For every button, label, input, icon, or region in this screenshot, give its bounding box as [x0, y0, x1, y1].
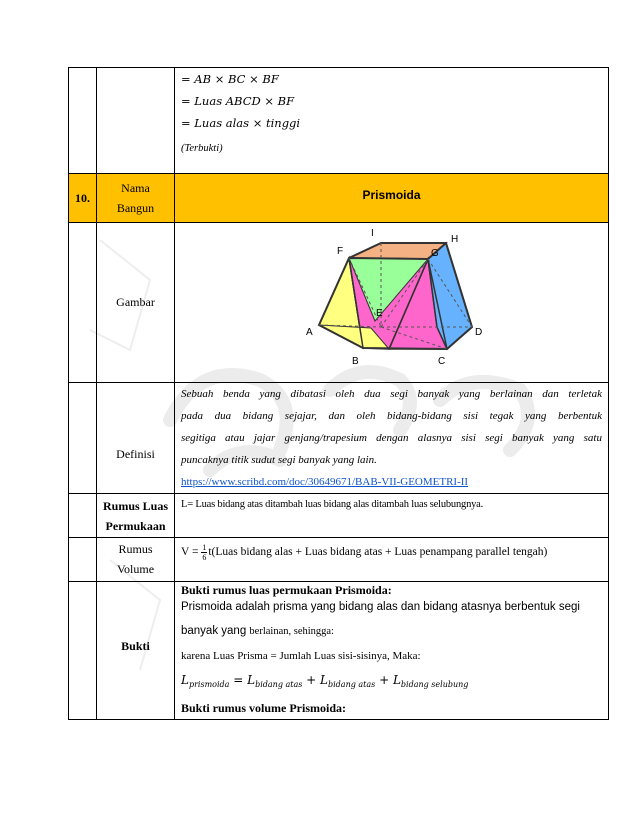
row-9-number-cell: [69, 68, 97, 174]
shape-name-cell: [175, 174, 609, 223]
vertex-label-a: A: [306, 327, 313, 338]
rumus-volume-content-cell: [175, 538, 609, 582]
vertex-label-f: F: [337, 246, 344, 257]
formula-l-atas: L: [320, 673, 328, 687]
vertex-label-c: C: [438, 356, 446, 367]
bukti-label-cell: [97, 582, 175, 720]
fraction-denominator: 6: [202, 552, 207, 562]
row-9-label-cell: [97, 68, 175, 174]
gambar-label: Gambar: [116, 295, 155, 309]
formula-plus-1: +: [302, 673, 321, 687]
definisi-line-4: puncaknya titik sudut segi banyak yang lain.: [181, 454, 377, 466]
bukti-line-2-b: berlainan, sehingga:: [249, 626, 334, 637]
vertex-label-d: D: [475, 327, 483, 338]
definisi-content-cell: [175, 383, 609, 494]
vertex-label-i: I: [371, 228, 374, 239]
gambar-row: [69, 223, 609, 383]
formula-sub-atas: bidang atas: [328, 680, 376, 689]
volume-text: t(Luas bidang alas + Luas bidang atas + Luas penampang parallel tengah): [208, 546, 548, 558]
definisi-line-2: pada dua bidang sejajar, dan oleh bidang-bidang sisi tegak yang berbentuk: [181, 410, 602, 422]
definisi-label: Definisi: [116, 446, 155, 461]
formula-plus-2: +: [375, 673, 393, 687]
nama-label: Nama: [121, 181, 150, 195]
definisi-line-3: segitiga atau jajar genjang/trapesium dengan alasnya sisi segi banyak yang satu: [181, 432, 602, 444]
bukti-number-cell: [69, 582, 97, 720]
rumus-luas-label-2: Permukaan: [105, 519, 166, 533]
formula-l-selubung: L: [392, 673, 401, 687]
source-link[interactable]: https://www.scribd.com/doc/30649671/BAB-VII-GEOMETRI-II: [181, 476, 469, 488]
definisi-text-block: [181, 383, 602, 449]
formula-sub-prismoida: prismoida: [188, 680, 230, 689]
definisi-line-1: Sebuah benda yang dibatasi oleh dua segi banyak yang berlainan dan terletak: [181, 388, 602, 400]
rumus-volume-label-2: Volume: [116, 562, 155, 576]
rumus-volume-number-cell: [69, 538, 97, 582]
formula-equals: =: [229, 673, 248, 687]
vertex-label-h: H: [451, 234, 459, 245]
formula-l-alas: L: [247, 673, 256, 687]
definisi-label-cell: [97, 383, 175, 494]
rumus-luas-text: L= Luas bidang atas ditambah luas bidang alas ditambah luas selubungnya.: [181, 499, 484, 510]
vertex-label-b: B: [352, 356, 359, 367]
row-number: 10.: [75, 190, 90, 205]
equation-line-3: = Luas alas × tinggi: [181, 116, 301, 130]
prismoida-figure: [175, 223, 609, 382]
row-9-continuation: [69, 68, 609, 174]
luas-formula: [181, 667, 602, 698]
rumus-volume-label-cell: [97, 538, 175, 582]
volume-fraction: [201, 543, 207, 562]
fraction-numerator: 1: [202, 542, 207, 552]
gambar-label-cell: [97, 223, 175, 383]
bukti-label: Bukti: [121, 639, 150, 653]
bukti-line-1: Prismoida adalah prisma yang bidang alas dan bidang atasnya berbentuk segi: [181, 601, 580, 613]
bukti-row: [69, 582, 609, 720]
volume-formula: [181, 541, 608, 563]
bukti-line-3: karena Luas Prisma = Jumlah Luas sisi-sisinya, Maka:: [181, 650, 421, 662]
nama-bangun-cell: [97, 174, 175, 223]
row-number-cell: [69, 174, 97, 223]
rumus-luas-label-cell: [97, 494, 175, 538]
formula-sub-selubung: bidang selubung: [400, 680, 469, 689]
definisi-row: [69, 383, 609, 494]
volume-prefix: V =: [181, 546, 202, 558]
rumus-luas-content-cell: [175, 494, 609, 538]
definisi-number-cell: [69, 383, 97, 494]
row-10-header: [69, 174, 609, 223]
rumus-luas-row: [69, 494, 609, 538]
terbukti-note: (Terbukti): [181, 143, 223, 154]
vertex-label-g: G: [431, 248, 439, 259]
rumus-volume-label-1: Rumus: [118, 542, 153, 556]
gambar-figure-cell: [175, 223, 609, 383]
equation-line-1: = AB × BC × BF: [181, 72, 279, 86]
row-9-content-cell: [175, 68, 609, 174]
bukti-line-2: [181, 616, 602, 645]
gambar-number-cell: [69, 223, 97, 383]
bukti-heading-luas: Bukti rumus luas permukaan Prismoida:: [181, 583, 392, 597]
rumus-luas-label-1: Rumus Luas: [102, 499, 169, 513]
rumus-luas-number-cell: [69, 494, 97, 538]
formula-l-prismoida: L: [181, 673, 189, 687]
rumus-volume-row: [69, 538, 609, 582]
bukti-content-cell: [175, 582, 609, 720]
bukti-heading-volume: Bukti rumus volume Prismoida:: [181, 701, 347, 715]
bangun-label: Bangun: [116, 201, 155, 215]
bukti-line-2-a: banyak yang: [181, 625, 250, 637]
formula-sub-alas: bidang atas: [255, 680, 303, 689]
shape-name: Prismoida: [362, 188, 421, 202]
prismoida-table: [68, 67, 609, 720]
vertex-label-e: E: [376, 308, 383, 319]
equation-line-2: = Luas ABCD × BF: [181, 94, 295, 108]
